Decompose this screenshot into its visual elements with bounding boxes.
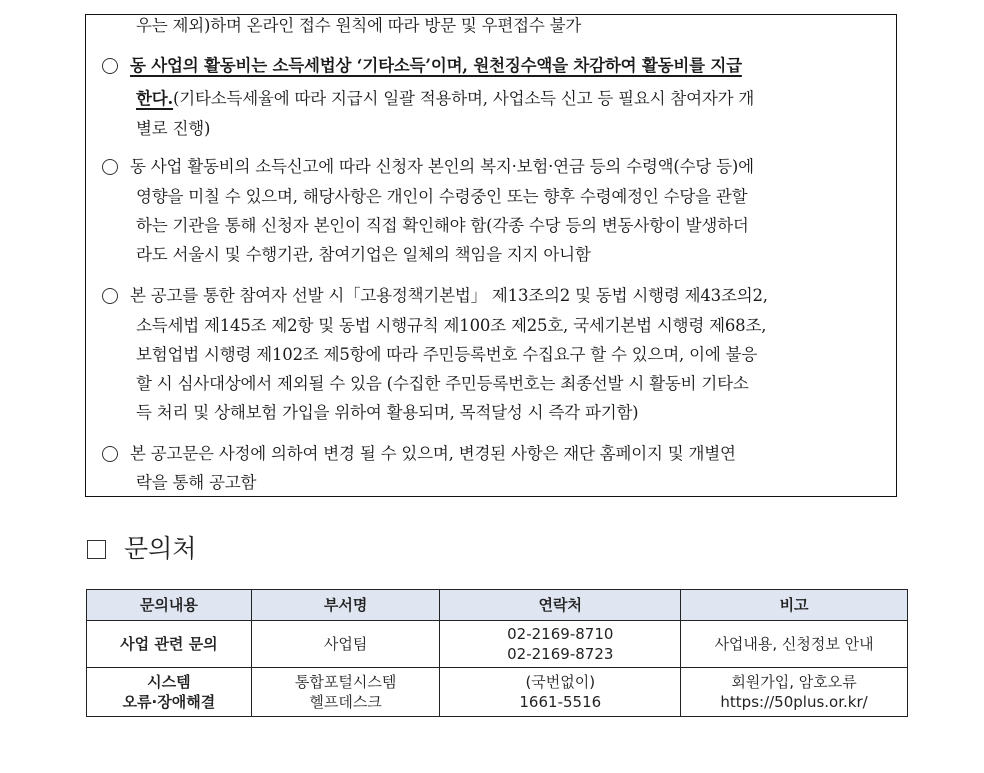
circle-bullet-icon [102,288,118,304]
notice-item-1-line-2 [136,89,754,109]
header-inquiry: 문의내용 [87,590,252,621]
cell-phone [440,668,681,717]
header-department: 부서명 [251,590,440,621]
cell-phone [440,621,681,668]
circle-bullet-icon [102,159,118,175]
notice-item-2-line-3: 하는 기관을 통해 신청자 본인이 직접 확인해야 함(각종 수당 등의 변동사항이 발생하더 [136,216,749,235]
notice-item-2-line-1: 동 사업 활동비의 소득신고에 따라 신청자 본인의 복지·보험·연금 등의 수령액(수당 등)에 [130,157,754,176]
notice-item-4-line-1: 본 공고문은 사정에 의하여 변경 될 수 있으며, 변경된 사항은 재단 홈페이지 및 개별연 [130,444,736,463]
cell-inquiry-line-1: 시스템 [147,673,191,691]
cell-inquiry [87,668,252,717]
notice-item-3-line-5: 득 처리 및 상해보험 가입을 위하여 활용되며, 목적달성 시 즉각 파기함) [136,403,639,422]
phone-number: 02-2169-8710 [507,625,614,643]
notice-item-2-line-2: 영향을 미칠 수 있으며, 해당사항은 개인이 수령중인 또는 향후 수령예정인 수당을 관할 [136,187,748,206]
header-contact: 연락처 [440,590,681,621]
notice-item-3-line-4: 할 시 심사대상에서 제외될 수 있음 (수집한 주민등록번호는 최종선발 시 활동비 기타소 [136,374,749,393]
notice-item-1-line-3: 별로 진행) [136,119,211,138]
notice-item-1-rest: (기타소득세율에 따라 지급시 일괄 적용하며, 사업소득 신고 등 필요시 참여자가 개 [173,89,755,108]
notice-item-1-line-1: 동 사업의 활동비는 소득세법상 ‘기타소득’이며, 원천징수액을 차감하여 활동비를 지급 [130,56,742,75]
table-header-row [87,590,908,621]
cell-inquiry: 사업 관련 문의 [87,621,252,668]
cell-department [251,668,440,717]
website-link[interactable]: https://50plus.or.kr/ [720,693,868,711]
section-title-text: 문의처 [124,534,197,563]
cell-inquiry-line-2: 오류·장애해결 [122,693,216,711]
phone-prefix-note: (국번없이) [525,673,596,691]
circle-bullet-icon [102,446,118,462]
cell-department: 사업팀 [251,621,440,668]
notice-item-3-line-1: 본 공고를 통한 참여자 선발 시「고용정책기본법」 제13조의2 및 동법 시행령 제43조의2, [130,286,768,305]
notice-item-4-line-2: 락을 통해 공고함 [136,473,257,492]
cell-note: 사업내용, 신청정보 안내 [681,621,908,668]
cell-note-line-1: 회원가입, 암호오류 [731,673,857,691]
section-title-contact [87,533,196,565]
contact-table [86,589,908,717]
notice-continuation: 우는 제외)하며 온라인 접수 원칙에 따라 방문 및 우편접수 불가 [136,16,582,35]
notice-item-2-line-4: 라도 서울시 및 수행기관, 참여기업은 일체의 책임을 지지 아니함 [136,245,591,264]
circle-bullet-icon [102,58,118,74]
header-note: 비고 [681,590,908,621]
notice-item-3-line-3: 보험업법 시행령 제102조 제5항에 따라 주민등록번호 수집요구 할 수 있으며, 이에 불응 [136,345,758,364]
notice-item-3-line-2: 소득세법 제145조 제2항 및 동법 시행규칙 제100조 제25호, 국세기본법 시행령 제68조, [136,316,767,335]
notice-item-1-bold-start: 한다. [136,89,174,108]
table-row [87,668,908,717]
phone-number: 1661-5516 [519,693,602,711]
cell-department-line-1: 통합포털시스템 [294,673,397,691]
phone-number: 02-2169-8723 [507,645,614,663]
cell-department-line-2: 헬프데스크 [309,693,382,711]
square-bullet-icon [87,540,106,559]
table-row [87,621,908,668]
cell-note [681,668,908,717]
